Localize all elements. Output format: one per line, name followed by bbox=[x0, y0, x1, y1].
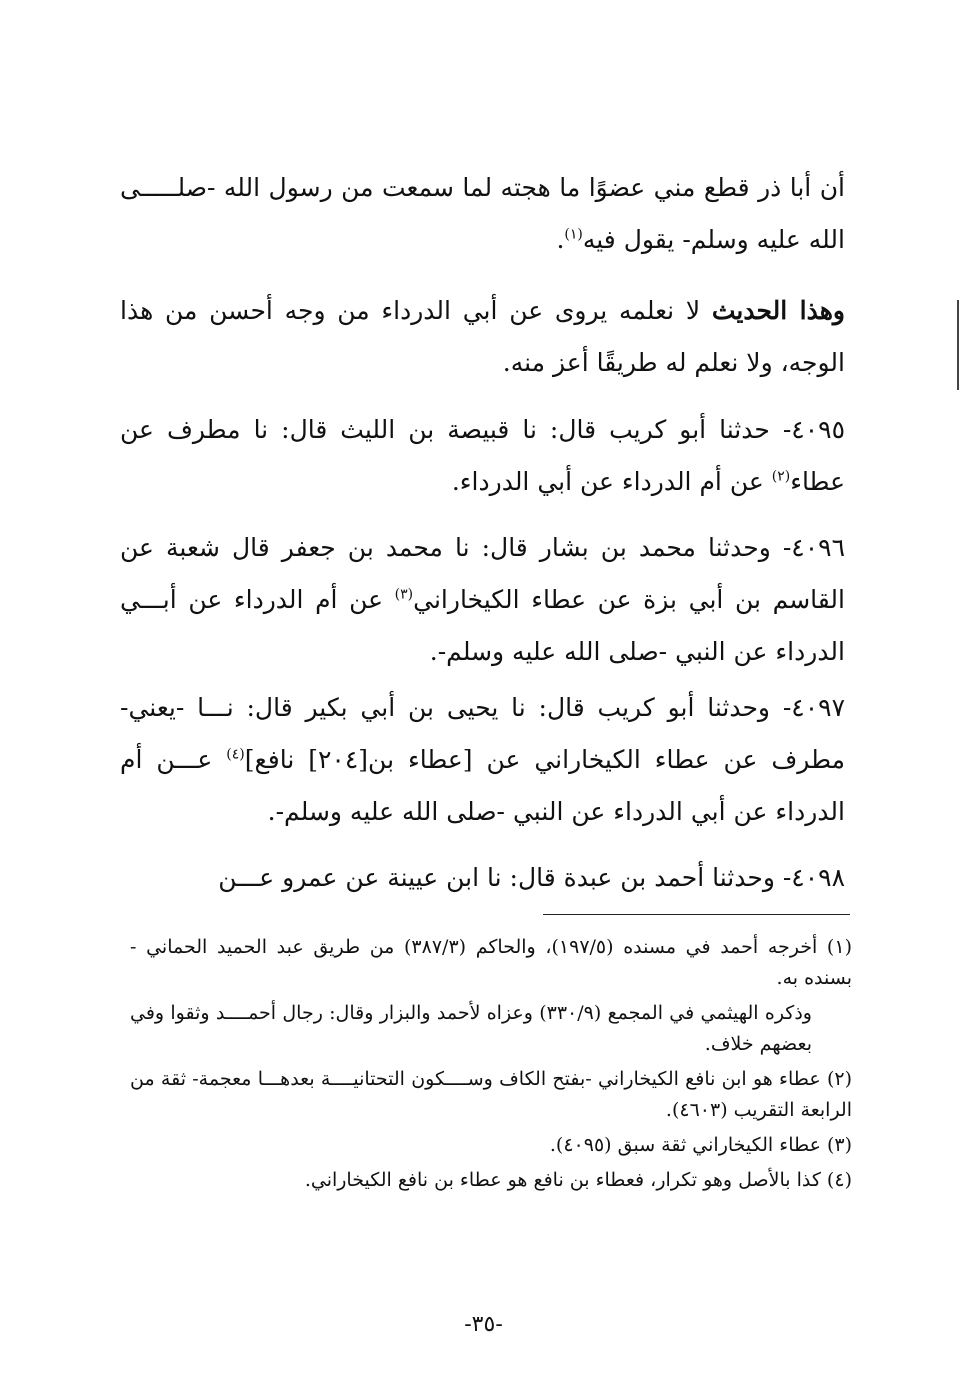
scan-edge-mark bbox=[957, 300, 959, 390]
page-number: -٣٥- bbox=[464, 1312, 503, 1337]
paragraph-text: ٤٠٩٦- وحدثنا محمد بن بشار قال: نا محمد بن جعفر قال شعبة عن القاسم بن أبي بزة عن عطاء الكيخاراني bbox=[120, 533, 845, 614]
hadith-4097 bbox=[120, 682, 845, 838]
paragraph-text: أن أبا ذر قطع مني عضوًا ما هجته لما سمعت من رسول الله -صلـــــى الله عليه وسلم- يقول فيه bbox=[120, 173, 845, 254]
paragraph-end: . bbox=[556, 225, 565, 254]
footnote-ref-4[interactable]: (٤) bbox=[226, 746, 245, 763]
hadith-4095 bbox=[120, 404, 845, 508]
paragraph-text: عـــن أم الدرداء عن أبي الدرداء عن النبي -صلى الله عليه وسلم-. bbox=[120, 745, 845, 826]
footnote-ref-3[interactable]: (٣) bbox=[394, 586, 414, 603]
paragraph-text: ٤٠٩٨- وحدثنا أحمد بن عبدة قال: نا ابن عيينة عن عمرو عـــن bbox=[218, 863, 845, 892]
paragraph-comment bbox=[120, 285, 845, 389]
paragraph-intro bbox=[120, 162, 845, 266]
footnote-1: (١) أخرجه أحمد في مسنده (١٩٧/٥)، والحاكم (٣٨٧/٣) من طريق عبد الحميد الحماني - بسنده به. bbox=[130, 936, 852, 989]
paragraph-text: لا نعلمه يروى عن أبي الدرداء من وجه أحسن من هذا الوجه، ولا نعلم له طريقًا أعز منه. bbox=[120, 296, 845, 377]
hadith-4096 bbox=[120, 522, 845, 678]
paragraph-text: ٤٠٩٥- حدثنا أبو كريب قال: نا قبيصة بن الليث قال: نا مطرف عن عطاء bbox=[120, 415, 845, 496]
footnote-ref-1[interactable]: (١) bbox=[564, 226, 583, 243]
paragraph-text: عن أم الدرداء عن أبـــي الدرداء عن النبي -صلى الله عليه وسلم-. bbox=[120, 585, 845, 666]
footnote-divider bbox=[543, 914, 850, 915]
footnote-2: (٢) عطاء هو ابن نافع الكيخاراني -بفتح الكاف وســــكون التحتانيــــة بعدهـــا معجمة- ثقة من الرابعة التقريب (٤٦٠٣). bbox=[130, 1068, 852, 1121]
footnote-1-continued: وذكره الهيثمي في المجمع (٣٣٠/٩) وعزاه لأحمد والبزار وقال: رجال أحمــــد وثقوا وفي بعضهم خلاف. bbox=[130, 1002, 812, 1055]
footnote-4: (٤) كذا بالأصل وهو تكرار، فعطاء بن نافع هو عطاء بن نافع الكيخاراني. bbox=[304, 1169, 852, 1191]
hadith-4098 bbox=[120, 852, 845, 904]
footnote-ref-2[interactable]: (٢) bbox=[771, 468, 791, 485]
paragraph-text: ٤٠٩٧- وحدثنا أبو كريب قال: نا يحيى بن أبي بكير قال: نـــا -يعني- مطرف عن عطاء الكيخاراني عن [عطاء بن[٢٠٤] نافع] bbox=[120, 693, 845, 774]
bold-heading: وهذا الحديث bbox=[711, 296, 845, 325]
footnote-3: (٣) عطاء الكيخاراني ثقة سبق (٤٠٩٥). bbox=[549, 1134, 852, 1156]
paragraph-text: عن أم الدرداء عن أبي الدرداء. bbox=[451, 467, 772, 496]
footnotes-section bbox=[130, 932, 852, 1200]
